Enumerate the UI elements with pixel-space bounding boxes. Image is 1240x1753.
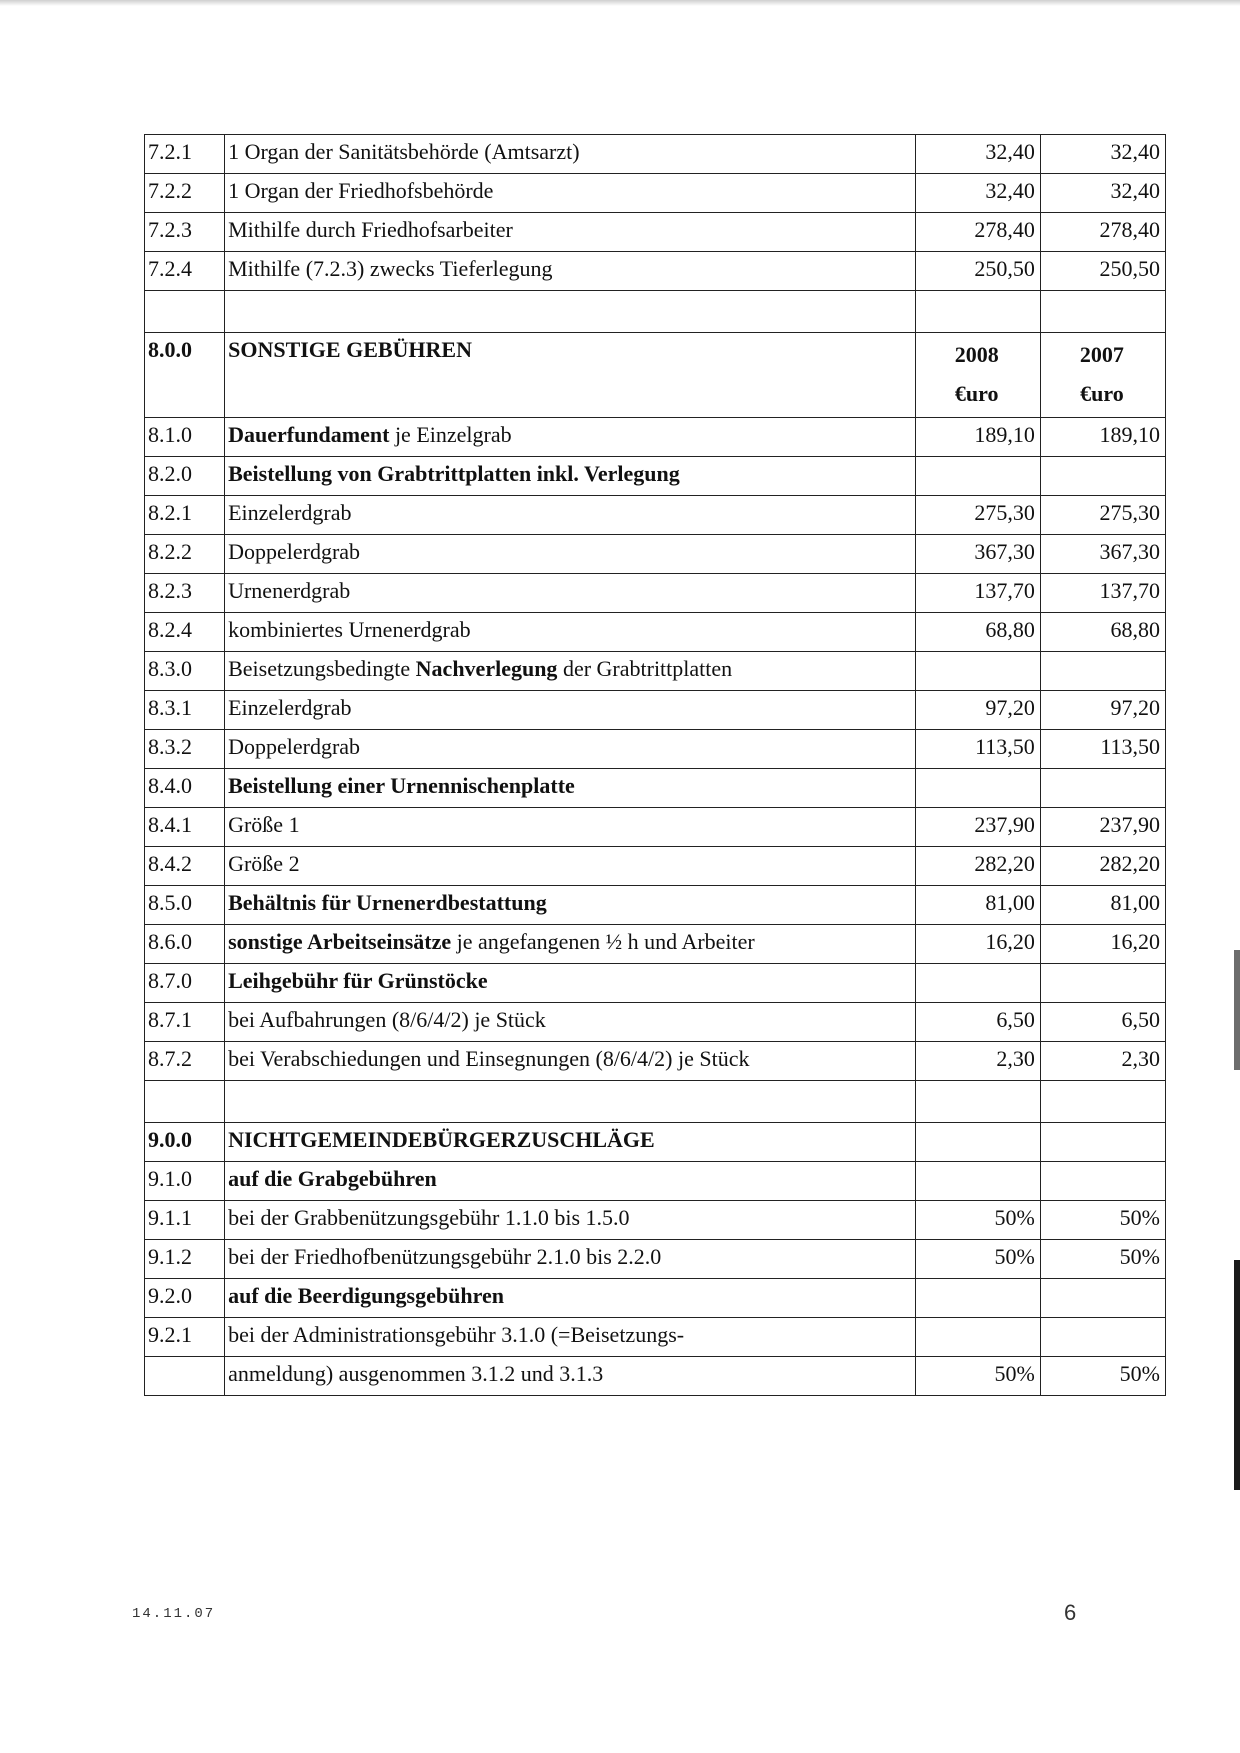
item-code: 7.2.1	[145, 135, 225, 174]
amount-value: 16,20	[985, 929, 1035, 954]
amount-2007	[1040, 1279, 1165, 1318]
amount-value: 2007	[1079, 342, 1124, 367]
amount-value: 2008	[954, 342, 999, 367]
amount-value: 250,50	[1099, 256, 1160, 281]
amount-2007	[1040, 613, 1165, 652]
table-row	[145, 574, 1166, 613]
item-description	[225, 808, 916, 847]
description-text: Einzelerdgrab	[228, 500, 352, 525]
table-row	[145, 652, 1166, 691]
amount-2007	[1040, 457, 1165, 496]
item-description	[225, 652, 916, 691]
table-row	[145, 1279, 1166, 1318]
item-code: 8.7.0	[145, 964, 225, 1003]
item-code: 9.1.1	[145, 1201, 225, 1240]
description-text: bei der Grabbenützungsgebühr 1.1.0 bis 1.5.0	[228, 1205, 630, 1230]
amount-value: 50%	[1119, 1244, 1160, 1269]
item-description	[225, 1318, 916, 1357]
amount-value: 367,30	[1099, 539, 1160, 564]
description-text: bei der Friedhofbenützungsgebühr 2.1.0 bis 2.2.0	[228, 1244, 662, 1269]
amount-2007	[1040, 1357, 1165, 1396]
description-bold: Leihgebühr für Grünstöcke	[228, 968, 488, 993]
spacer-row	[145, 291, 1166, 333]
section-header-row	[145, 333, 1166, 418]
description-text: je angefangenen ½ h und Arbeiter	[451, 929, 755, 954]
table-row	[145, 964, 1166, 1003]
item-code: 8.3.1	[145, 691, 225, 730]
description-text: 1 Organ der Sanitätsbehörde (Amtsarzt)	[228, 139, 580, 164]
amount-2007	[1040, 535, 1165, 574]
amount-2008	[915, 174, 1040, 213]
amount-value: 275,30	[1099, 500, 1160, 525]
item-description	[225, 964, 916, 1003]
table-row	[145, 1240, 1166, 1279]
item-code: 8.6.0	[145, 925, 225, 964]
item-code: 9.1.2	[145, 1240, 225, 1279]
item-code: 8.4.2	[145, 847, 225, 886]
item-code: 9.2.1	[145, 1318, 225, 1357]
amount-value: 237,90	[974, 812, 1035, 837]
description-bold: Nachverlegung	[415, 656, 558, 681]
item-code: 8.5.0	[145, 886, 225, 925]
empty-cell	[145, 291, 225, 333]
item-description	[225, 1357, 916, 1396]
amount-value: 68,80	[985, 617, 1035, 642]
table-row	[145, 252, 1166, 291]
item-description	[225, 333, 916, 418]
scan-edge-mark	[1234, 950, 1240, 1070]
description-text: bei der Administrationsgebühr 3.1.0 (=Beisetzungs-	[228, 1322, 685, 1347]
table-row	[145, 886, 1166, 925]
amount-value: 282,20	[974, 851, 1035, 876]
description-bold: Beistellung einer Urnennischenplatte	[228, 773, 575, 798]
amount-value: 275,30	[974, 500, 1035, 525]
description-text: Größe 2	[228, 851, 300, 876]
item-code: 8.2.2	[145, 535, 225, 574]
amount-2007	[1040, 1123, 1165, 1162]
item-description	[225, 613, 916, 652]
amount-2008	[915, 769, 1040, 808]
amount-2008	[915, 613, 1040, 652]
item-description	[225, 418, 916, 457]
spacer-row	[145, 1081, 1166, 1123]
table-row	[145, 1357, 1166, 1396]
amount-value: 50%	[1119, 1361, 1160, 1386]
table-row	[145, 457, 1166, 496]
amount-2008	[915, 1240, 1040, 1279]
amount-value: 81,00	[985, 890, 1035, 915]
empty-cell	[1040, 291, 1165, 333]
item-description	[225, 496, 916, 535]
empty-cell	[225, 291, 916, 333]
table-row	[145, 925, 1166, 964]
description-text: bei Verabschiedungen und Einsegnungen (8/6/4/2) je Stück	[228, 1046, 750, 1071]
item-description	[225, 457, 916, 496]
page-number: 6	[1064, 1600, 1077, 1625]
description-text: der Grabtrittplatten	[557, 656, 733, 681]
description-text: Einzelerdgrab	[228, 695, 352, 720]
amount-value: 189,10	[1099, 422, 1160, 447]
empty-cell	[1040, 1081, 1165, 1123]
item-code: 8.1.0	[145, 418, 225, 457]
amount-value: 32,40	[985, 178, 1035, 203]
item-code: 8.0.0	[145, 333, 225, 418]
amount-2007	[1040, 964, 1165, 1003]
item-description	[225, 1201, 916, 1240]
amount-value: 50%	[994, 1205, 1035, 1230]
amount-2007	[1040, 1003, 1165, 1042]
item-description	[225, 535, 916, 574]
item-description	[225, 252, 916, 291]
item-code: 8.3.0	[145, 652, 225, 691]
amount-2007	[1040, 574, 1165, 613]
amount-2007	[1040, 174, 1165, 213]
description-text: Urnenerdgrab	[228, 578, 351, 603]
description-text: SONSTIGE GEBÜHREN	[228, 337, 472, 362]
item-code: 8.2.4	[145, 613, 225, 652]
item-code: 8.4.1	[145, 808, 225, 847]
table-row	[145, 1201, 1166, 1240]
item-description	[225, 174, 916, 213]
item-description	[225, 1003, 916, 1042]
amount-2008	[915, 886, 1040, 925]
item-code: 8.3.2	[145, 730, 225, 769]
table-row	[145, 1123, 1166, 1162]
item-description	[225, 886, 916, 925]
item-description	[225, 925, 916, 964]
description-text: Größe 1	[228, 812, 300, 837]
item-description	[225, 769, 916, 808]
item-code: 7.2.4	[145, 252, 225, 291]
table-row	[145, 691, 1166, 730]
amount-2008	[915, 574, 1040, 613]
amount-value: 97,20	[1110, 695, 1160, 720]
amount-value: 97,20	[985, 695, 1035, 720]
amount-value: 189,10	[974, 422, 1035, 447]
currency-unit: €uro	[1080, 380, 1124, 406]
amount-value: 68,80	[1110, 617, 1160, 642]
item-description	[225, 1042, 916, 1081]
item-description	[225, 847, 916, 886]
amount-2007	[1040, 769, 1165, 808]
amount-2008	[915, 333, 1040, 418]
amount-2007	[1040, 252, 1165, 291]
amount-value: 278,40	[974, 217, 1035, 242]
description-text: Doppelerdgrab	[228, 539, 361, 564]
amount-value: 50%	[994, 1244, 1035, 1269]
item-description	[225, 213, 916, 252]
table-row	[145, 1162, 1166, 1201]
description-text: Beisetzungsbedingte	[228, 656, 416, 681]
item-description	[225, 730, 916, 769]
amount-value: 50%	[994, 1361, 1035, 1386]
amount-2007	[1040, 691, 1165, 730]
table-row	[145, 1318, 1166, 1357]
amount-2007	[1040, 1201, 1165, 1240]
amount-value: 32,40	[1110, 178, 1160, 203]
amount-2007	[1040, 496, 1165, 535]
description-text: Mithilfe (7.2.3) zwecks Tieferlegung	[228, 256, 553, 281]
empty-cell	[145, 1081, 225, 1123]
item-description	[225, 1162, 916, 1201]
table-row	[145, 418, 1166, 457]
amount-value: 32,40	[985, 139, 1035, 164]
description-text: bei Aufbahrungen (8/6/4/2) je Stück	[228, 1007, 546, 1032]
description-text: anmeldung) ausgenommen 3.1.2 und 3.1.3	[228, 1361, 604, 1386]
item-description	[225, 1123, 916, 1162]
amount-2007	[1040, 1240, 1165, 1279]
amount-value: 16,20	[1110, 929, 1160, 954]
item-code: 9.2.0	[145, 1279, 225, 1318]
amount-value: 2,30	[996, 1046, 1035, 1071]
amount-2007	[1040, 730, 1165, 769]
amount-2007	[1040, 135, 1165, 174]
footer-date: 14.11.07	[132, 1606, 216, 1622]
empty-cell	[915, 291, 1040, 333]
amount-value: 278,40	[1099, 217, 1160, 242]
item-description	[225, 1279, 916, 1318]
item-code: 8.4.0	[145, 769, 225, 808]
item-description	[225, 135, 916, 174]
description-bold: Dauerfundament	[228, 422, 390, 447]
amount-2008	[915, 847, 1040, 886]
description-bold: auf die Beerdigungsgebühren	[228, 1283, 504, 1308]
amount-2008	[915, 252, 1040, 291]
description-text: je Einzelgrab	[389, 422, 512, 447]
item-code: 7.2.2	[145, 174, 225, 213]
amount-2008	[915, 691, 1040, 730]
item-code: 9.1.0	[145, 1162, 225, 1201]
amount-value: 6,50	[996, 1007, 1035, 1032]
amount-value: 282,20	[1099, 851, 1160, 876]
table-row	[145, 496, 1166, 535]
table-row	[145, 613, 1166, 652]
item-description	[225, 1240, 916, 1279]
amount-2007	[1040, 333, 1165, 418]
amount-2008	[915, 457, 1040, 496]
description-bold: Beistellung von Grabtrittplatten inkl. Verlegung	[228, 461, 680, 486]
description-text: 1 Organ der Friedhofsbehörde	[228, 178, 494, 203]
item-description	[225, 574, 916, 613]
amount-2008	[915, 730, 1040, 769]
item-code: 9.0.0	[145, 1123, 225, 1162]
amount-2007	[1040, 925, 1165, 964]
scan-edge-mark	[1234, 1260, 1240, 1490]
amount-2007	[1040, 808, 1165, 847]
amount-value: 137,70	[1099, 578, 1160, 603]
amount-value: 137,70	[974, 578, 1035, 603]
amount-2007	[1040, 886, 1165, 925]
table-row	[145, 769, 1166, 808]
amount-2007	[1040, 1318, 1165, 1357]
table-row	[145, 213, 1166, 252]
table-row	[145, 808, 1166, 847]
currency-unit: €uro	[954, 380, 999, 406]
amount-2008	[915, 964, 1040, 1003]
description-text: kombiniertes Urnenerdgrab	[228, 617, 471, 642]
item-code: 7.2.3	[145, 213, 225, 252]
amount-2008	[915, 1042, 1040, 1081]
amount-2008	[915, 1357, 1040, 1396]
amount-value: 2,30	[1121, 1046, 1160, 1071]
amount-2008	[915, 418, 1040, 457]
description-bold: Behältnis für Urnenerdbestattung	[228, 890, 547, 915]
amount-value: 250,50	[974, 256, 1035, 281]
scan-edge-top	[0, 0, 1240, 6]
amount-value: 81,00	[1110, 890, 1160, 915]
amount-value: 367,30	[974, 539, 1035, 564]
item-code: 8.7.1	[145, 1003, 225, 1042]
amount-value: 113,50	[975, 734, 1035, 759]
amount-2008	[915, 652, 1040, 691]
amount-2008	[915, 1003, 1040, 1042]
fee-table-body	[145, 135, 1166, 1396]
item-code: 8.7.2	[145, 1042, 225, 1081]
amount-value: 32,40	[1110, 139, 1160, 164]
table-row	[145, 174, 1166, 213]
amount-2008	[915, 808, 1040, 847]
fee-table	[144, 134, 1166, 1396]
description-bold: sonstige Arbeitseinsätze	[228, 929, 452, 954]
amount-2008	[915, 535, 1040, 574]
item-code: 8.2.1	[145, 496, 225, 535]
amount-value: 50%	[1119, 1205, 1160, 1230]
amount-2008	[915, 1162, 1040, 1201]
amount-2007	[1040, 213, 1165, 252]
empty-cell	[915, 1081, 1040, 1123]
amount-2007	[1040, 652, 1165, 691]
amount-2007	[1040, 1042, 1165, 1081]
table-row	[145, 535, 1166, 574]
table-row	[145, 135, 1166, 174]
table-row	[145, 730, 1166, 769]
amount-2008	[915, 135, 1040, 174]
item-code: 8.2.3	[145, 574, 225, 613]
amount-value: 113,50	[1100, 734, 1160, 759]
amount-2008	[915, 1201, 1040, 1240]
description-bold: auf die Grabgebühren	[228, 1166, 437, 1191]
amount-value: 6,50	[1121, 1007, 1160, 1032]
amount-2008	[915, 1123, 1040, 1162]
amount-2008	[915, 1318, 1040, 1357]
amount-2008	[915, 1279, 1040, 1318]
description-text: Doppelerdgrab	[228, 734, 361, 759]
amount-2008	[915, 496, 1040, 535]
amount-2008	[915, 213, 1040, 252]
item-description	[225, 691, 916, 730]
amount-2008	[915, 925, 1040, 964]
empty-cell	[225, 1081, 916, 1123]
item-code	[145, 1357, 225, 1396]
table-row	[145, 847, 1166, 886]
amount-2007	[1040, 1162, 1165, 1201]
description-text: Mithilfe durch Friedhofsarbeiter	[228, 217, 513, 242]
description-bold: NICHTGEMEINDEBÜRGERZUSCHLÄGE	[228, 1127, 655, 1152]
table-row	[145, 1003, 1166, 1042]
amount-2007	[1040, 418, 1165, 457]
amount-value: 237,90	[1099, 812, 1160, 837]
item-code: 8.2.0	[145, 457, 225, 496]
table-row	[145, 1042, 1166, 1081]
amount-2007	[1040, 847, 1165, 886]
